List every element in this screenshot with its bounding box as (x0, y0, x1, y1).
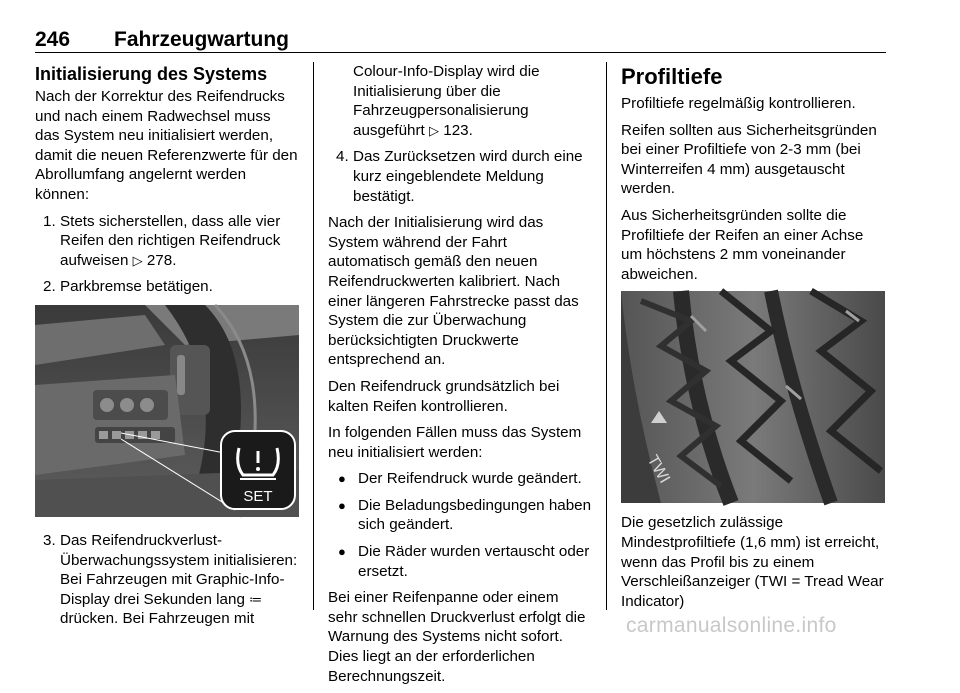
step-text: Colour-Info-Display wird die Initialisierung über die Fahrzeugpersonalisierung ausgeführt (353, 63, 540, 139)
paragraph: In folgenden Fällen muss das System neu initialisiert werden: (328, 424, 582, 461)
step-number: 1. (43, 212, 56, 230)
list-item (328, 496, 592, 535)
step-text-cont: drücken. Bei Fahrzeugen mit (60, 610, 255, 628)
column-divider (313, 62, 314, 610)
dashboard-illustration (35, 305, 299, 517)
paragraph: Profiltiefe regelmäßig kontrollieren. (621, 95, 856, 112)
paragraph: Den Reifendruck grundsätzlich bei kalten Reifen kontrollieren. (328, 377, 560, 415)
column-left (35, 62, 299, 636)
step-number: 2. (43, 278, 56, 296)
step-continuation (328, 62, 592, 140)
step-text: Parkbremse betätigen. (60, 278, 213, 296)
watermark: carmanualsonline.info (626, 614, 837, 637)
chapter-title: Fahrzeugwartung (114, 28, 290, 51)
list-item (35, 212, 299, 271)
paragraph: Aus Sicherheitsgründen sollte die Profiltiefe der Reifen an einer Achse um höchstens 2 mm voneinander abweichen. (621, 206, 864, 283)
list-item (328, 542, 592, 581)
step-text: Das Reifendruckverlust-Überwachungssystem initialisieren: Bei Fahrzeugen mit Graphic-Info-Display drei Sekunden lang (60, 531, 298, 608)
list-item (35, 531, 299, 629)
bullet-text: Die Räder wurden vertauscht oder ersetzt. (358, 543, 590, 580)
section-heading: Initialisierung des Systems (35, 64, 268, 84)
page-reference-icon: ▷ (132, 252, 143, 268)
page-number: 246 (35, 28, 71, 51)
list-item (328, 147, 592, 206)
step-number: 3. (43, 531, 56, 549)
page-reference-icon: ▷ (429, 122, 440, 138)
tire-tread-illustration (621, 291, 885, 503)
dashboard-figure (35, 305, 299, 517)
bullet-text: Der Reifendruck wurde geändert. (358, 470, 582, 488)
intro-paragraph: Nach der Korrektur des Reifendrucks und nach einem Radwechsel muss das System neu initialisiert werden, damit die neuen Referenzwerte für den Abrollumfang angelernt werden können: (35, 88, 298, 203)
list-item (35, 277, 299, 297)
set-button-icon: ≔ (249, 591, 263, 607)
set-button-label: SET (243, 487, 273, 505)
column-middle (328, 62, 592, 693)
section-heading: Profiltiefe (621, 64, 723, 89)
page-reference: 278. (146, 251, 177, 269)
step-number: 4. (336, 148, 349, 166)
paragraph: Reifen sollten aus Sicherheitsgründen bei einer Profiltiefe von 2-3 mm (bei Winterreifen 4 mm) ausgetauscht werden. (621, 121, 877, 198)
tire-tread-figure (621, 291, 885, 503)
list-item (328, 469, 592, 489)
bullet-icon: ● (338, 497, 346, 513)
twi-marker-label: TWI (643, 452, 673, 487)
paragraph: Nach der Initialisierung wird das System während der Fahrt automatisch gemäß den neuen Reifendruckwerten kalibriert. Nach einer längeren Fahrstrecke passt das System die zur Überwachung berücksichtigten Druckwerte entsprechend an. (328, 214, 579, 369)
paragraph: Die gesetzlich zulässige Mindestprofiltiefe (1,6 mm) ist erreicht, wenn das Profil bis zu einem Verschleißanzeiger (TWI = Tread Wear Indicator) (621, 514, 884, 610)
bullet-icon: ● (338, 471, 346, 487)
column-right (621, 62, 887, 618)
column-divider (606, 62, 607, 610)
page-reference: 123. (443, 121, 473, 139)
step-text: Stets sicherstellen, dass alle vier Reifen den richtigen Reifendruck aufweisen (60, 212, 281, 269)
bullet-text: Die Beladungsbedingungen haben sich geändert. (358, 496, 592, 534)
bullet-icon: ● (338, 544, 346, 560)
page-header (35, 29, 886, 53)
paragraph: Bei einer Reifenpanne oder einem sehr schnellen Druckverlust erfolgt die Warnung des Systems nicht sofort. Dies liegt an der erforderlichen Berechnungszeit. (328, 589, 586, 685)
step-text: Das Zurücksetzen wird durch eine kurz eingeblendete Meldung bestätigt. (353, 148, 583, 205)
